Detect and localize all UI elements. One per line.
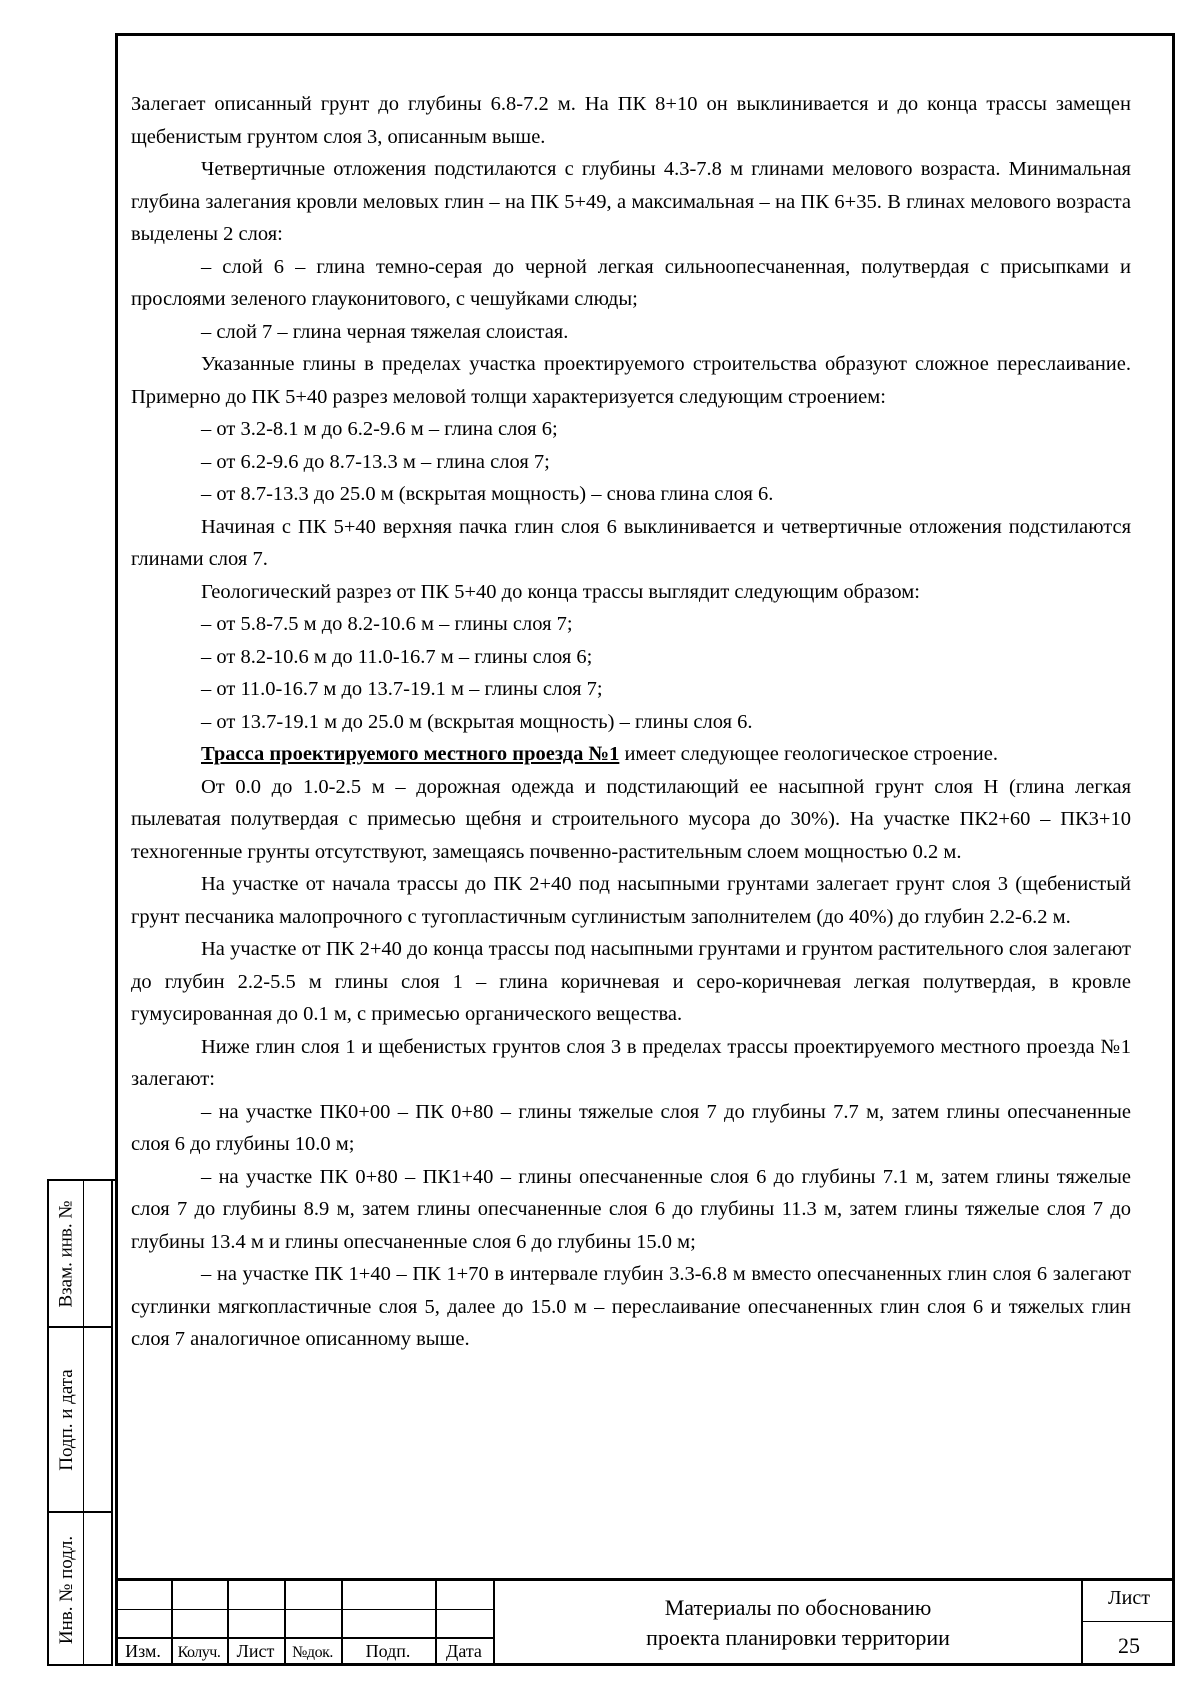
document-title [513, 1593, 1083, 1653]
paragraph-1: Залегает описанный грунт до глубины 6.8-7.2 м. На ПК 8+10 он выклинивается и до конца трассы замещен щебенистым грунтом слоя 3, описанным выше. [131, 93, 1131, 148]
title-block [115, 1578, 1175, 1666]
side-label-podp-data: Подп. и дата [56, 1368, 78, 1471]
col-data-label: Дата [446, 1641, 482, 1661]
side-stamp [47, 1179, 113, 1666]
list-item: – на участке ПК 1+40 – ПК 1+70 в интервале глубин 3.3-6.8 м вместо опесчаненных глин слоя 6 залегают суглинки мягкопластичные слоя 5, далее до 15.0 м – переслаивание опесчаненных глин слоя 6 и тяжелых глин слоя 7 аналогичное описанному выше. [131, 1263, 1131, 1350]
paragraph-6 [131, 738, 1131, 771]
paragraph-4: Начиная с ПК 5+40 верхняя пачка глин слоя 6 выклинивается и четвертичные отложения подстилаются глинами слоя 7. [131, 515, 1131, 570]
list-item: – на участке ПК0+00 – ПК 0+80 – глины тяжелые слоя 7 до глубины 7.7 м, затем глины опесчаненные слоя 6 до глубины 10.0 м; [131, 1100, 1131, 1155]
side-field-podp-data [53, 1328, 81, 1511]
sheet-number: 25 [1118, 1633, 1140, 1658]
paragraph-5: Геологический разрез от ПК 5+40 до конца трассы выглядит следующим образом: [201, 580, 920, 603]
paragraph-10: Ниже глин слоя 1 и щебенистых грунтов слоя 3 в пределах трассы проектируемого местного проезда №1 залегают: [131, 1035, 1131, 1090]
paragraph-7: От 0.0 до 1.0-2.5 м – дорожная одежда и подстилающий ее насыпной грунт слоя Н (глина легкая пылеватая полутвердая с примесью щебня и строительного мусора до 30%). На участке ПК2+60 – ПК3+10 техногенные грунты отсутствуют, замещаясь почвенно-растительным слоем мощностью 0.2 м. [131, 775, 1131, 863]
paragraph-3: Указанные глины в пределах участка проектируемого строительства образуют сложное переслаивание. Примерно до ПК 5+40 разрез меловой толщи характеризуется следующим строением: [131, 353, 1131, 408]
section-heading-rest: имеет следующее геологическое строение. [619, 743, 998, 765]
list-item-layer-6: – слой 6 – глина темно-серая до черной легкая сильноопесчаненная, полутвердая с присыпками и прослоями зеленого глауконитового, с чешуйками слюды; [131, 255, 1131, 310]
col-ndok-label: №док. [292, 1644, 333, 1661]
list-item: – от 3.2-8.1 м до 6.2-9.6 м – глина слоя 6; [201, 418, 558, 440]
list-item: – от 8.2-10.6 м до 11.0-16.7 м – глины слоя 6; [201, 645, 593, 668]
list-item: – от 5.8-7.5 м до 8.2-10.6 м – глины слоя 7; [201, 613, 573, 635]
list-item: – от 6.2-9.6 до 8.7-13.3 м – глина слоя 7; [201, 450, 550, 473]
paragraph-2: Четвертичные отложения подстилаются с глубины 4.3-7.8 м глинами мелового возраста. Минимальная глубина залегания кровли меловых глин – на ПК 5+49, а максимальная – на ПК 6+35. В глинах мелового возраста выделены 2 слоя: [131, 158, 1131, 245]
side-label-inv-podl: Инв. № подл. [56, 1535, 78, 1644]
col-podp-label: Подп. [365, 1641, 411, 1661]
document-title-line: проекта планировки территории [646, 1625, 950, 1650]
side-stamp-divider [83, 1181, 84, 1664]
document-title-line: Материалы по обоснованию [664, 1595, 932, 1620]
paragraph-8: На участке от начала трассы до ПК 2+40 под насыпными грунтами залегает грунт слоя 3 (щебенистый грунт песчаника малопрочного с тугопластичным суглинистым заполнителем (до 40%) до глубин 2.2-6.2 м. [131, 873, 1131, 928]
list-item-layer-7: – слой 7 – глина черная тяжелая слоистая. [201, 320, 569, 343]
grid-line [115, 1637, 493, 1639]
col-list-label: Лист [236, 1641, 275, 1661]
paragraph-9: На участке от ПК 2+40 до конца трассы под насыпными грунтами и грунтом растительного слоя залегают до глубин 2.2-5.5 м глины слоя 1 – глина коричневая и серо-коричневая легкая полутвердая, в кровле гумусированная до 0.1 м, с примесью органического вещества. [131, 938, 1131, 1025]
side-field-vzam-inv [53, 1181, 81, 1326]
document-body [131, 88, 1131, 1356]
grid-line [115, 1609, 493, 1610]
col-koluch-label: Колуч. [177, 1644, 221, 1661]
list-item: – от 8.7-13.3 до 25.0 м (вскрытая мощность) – снова глина слоя 6. [201, 483, 774, 505]
side-field-inv-podl [53, 1513, 81, 1666]
grid-line [493, 1581, 495, 1666]
section-heading: Трасса проектируемого местного проезда №1 [201, 743, 620, 765]
side-label-vzam-inv: Взам. инв. № [56, 1199, 78, 1308]
list-item: – на участке ПК 0+80 – ПК1+40 – глины опесчаненные слоя 6 до глубины 7.1 м, затем глины тяжелые слоя 7 до глубины 8.9 м, затем глины опесчаненные слоя 6 до глубины 11.3 м, затем глины тяжелые слоя 7 до глубины 13.4 м и глины опесчаненные слоя 6 до глубины 15.0 м; [131, 1165, 1131, 1253]
col-izm-label: Изм. [125, 1641, 161, 1661]
sheet-label: Лист [1108, 1587, 1150, 1609]
grid-line [1083, 1621, 1175, 1622]
list-item: – от 11.0-16.7 м до 13.7-19.1 м – глины слоя 7; [201, 678, 603, 700]
list-item: – от 13.7-19.1 м до 25.0 м (вскрытая мощность) – глины слоя 6. [201, 710, 753, 733]
